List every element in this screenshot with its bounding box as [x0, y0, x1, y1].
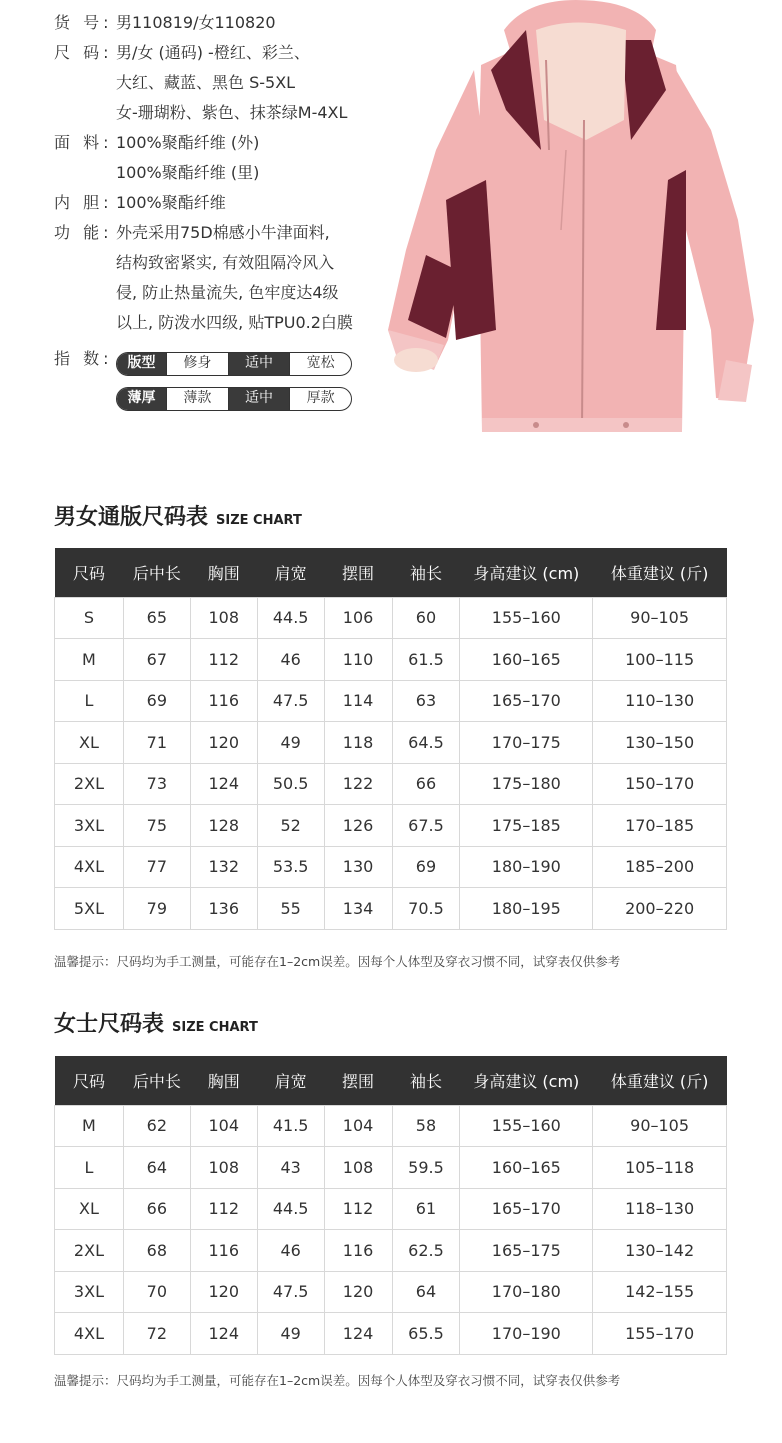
table-cell: 4XL [55, 1313, 124, 1355]
table-cell: 112 [190, 639, 257, 681]
table-cell: 61.5 [392, 639, 460, 681]
table-cell: 79 [123, 888, 190, 930]
function-row [54, 218, 394, 338]
table-cell: 77 [123, 846, 190, 888]
table-cell: 62.5 [392, 1230, 460, 1272]
table-cell: 112 [190, 1188, 257, 1230]
item-number-label: 货 号: [54, 13, 113, 32]
item-number-value: 男110819/女110820 [116, 13, 276, 32]
women-chart-title [54, 1007, 258, 1038]
table-header-row [55, 1056, 727, 1105]
table-cell: 130–150 [593, 722, 727, 764]
table-cell: 170–190 [460, 1313, 593, 1355]
fit-index-name: 版型 [117, 353, 167, 375]
table-cell: 170–185 [593, 805, 727, 847]
index-label: 指 数: [54, 349, 113, 368]
table-row [55, 805, 727, 847]
table-cell: 59.5 [392, 1147, 460, 1189]
table-cell: 47.5 [257, 1271, 324, 1313]
fabric-label: 面 料: [54, 133, 113, 152]
table-cell: 55 [257, 888, 324, 930]
table-cell: 110 [324, 639, 392, 681]
table-cell: 160–165 [460, 639, 593, 681]
table-cell: 130–142 [593, 1230, 727, 1272]
table-cell: 3XL [55, 1271, 124, 1313]
table-cell: 53.5 [257, 846, 324, 888]
women-chart-note: 温馨提示：尺码均为手工测量，可能存在1–2cm误差。因每个人体型及穿衣习惯不同，试穿表仅供参考 [54, 1373, 621, 1388]
table-cell: 160–165 [460, 1147, 593, 1189]
table-cell: 110–130 [593, 680, 727, 722]
table-cell: 106 [324, 597, 392, 639]
sizes-row [54, 38, 394, 128]
table-cell: 155–160 [460, 597, 593, 639]
header-weight: 体重建议 (斤) [593, 548, 727, 597]
table-cell: 73 [123, 763, 190, 805]
header-height: 身高建议 (cm) [460, 1056, 593, 1105]
header-height: 身高建议 (cm) [460, 548, 593, 597]
table-cell: 41.5 [257, 1105, 324, 1147]
table-cell: 175–180 [460, 763, 593, 805]
fit-option-slim: 修身 [167, 353, 229, 375]
table-row [55, 639, 727, 681]
table-cell: 43 [257, 1147, 324, 1189]
table-cell: S [55, 597, 124, 639]
table-cell: 116 [190, 1230, 257, 1272]
table-cell: 165–170 [460, 1188, 593, 1230]
index-row [54, 344, 394, 422]
table-cell: 120 [190, 722, 257, 764]
header-back-length: 后中长 [123, 548, 190, 597]
table-header-row [55, 548, 727, 597]
table-cell: 126 [324, 805, 392, 847]
table-cell: 122 [324, 763, 392, 805]
table-cell: 116 [190, 680, 257, 722]
table-cell: 58 [392, 1105, 460, 1147]
function-line: 侵, 防止热量流失, 色牢度达4级 [116, 283, 339, 302]
table-cell: XL [55, 722, 124, 764]
table-cell: 155–160 [460, 1105, 593, 1147]
table-row [55, 597, 727, 639]
fit-option-regular: 适中 [229, 353, 291, 375]
table-cell: 108 [190, 1147, 257, 1189]
sizes-line: 女-珊瑚粉、紫色、抹茶绿M-4XL [116, 103, 348, 122]
table-cell: 47.5 [257, 680, 324, 722]
table-row [55, 846, 727, 888]
table-row [55, 1271, 727, 1313]
unisex-chart-note: 温馨提示：尺码均为手工测量，可能存在1–2cm误差。因每个人体型及穿衣习惯不同，试穿表仅供参考 [54, 954, 621, 969]
unisex-chart-title-cn: 男女通版尺码表 [54, 505, 209, 530]
header-sleeve: 袖长 [392, 1056, 460, 1105]
table-cell: 90–105 [593, 1105, 727, 1147]
table-cell: XL [55, 1188, 124, 1230]
thickness-option-thick: 厚款 [306, 390, 335, 406]
table-cell: 150–170 [593, 763, 727, 805]
table-row [55, 888, 727, 930]
table-cell: M [55, 639, 124, 681]
women-size-table [54, 1056, 727, 1355]
fabric-row [54, 128, 394, 188]
table-cell: 128 [190, 805, 257, 847]
table-cell: 4XL [55, 846, 124, 888]
table-cell: 62 [123, 1105, 190, 1147]
table-cell: 112 [324, 1188, 392, 1230]
table-cell: 100–115 [593, 639, 727, 681]
fabric-line: 100%聚酯纤维 (里) [116, 163, 260, 182]
sizes-label: 尺 码: [54, 43, 113, 62]
table-cell: 70.5 [392, 888, 460, 930]
liner-label: 内 胆: [54, 193, 113, 212]
table-cell: 64 [392, 1271, 460, 1313]
product-info [54, 8, 394, 422]
function-line: 结构致密紧实, 有效阻隔冷风入 [116, 253, 335, 272]
header-size: 尺码 [55, 548, 124, 597]
table-cell: 124 [324, 1313, 392, 1355]
function-label: 功 能: [54, 223, 113, 242]
women-chart-title-en: SIZE CHART [172, 1020, 258, 1035]
table-cell: 2XL [55, 1230, 124, 1272]
header-back-length: 后中长 [123, 1056, 190, 1105]
header-hem: 摆围 [324, 1056, 392, 1105]
table-row [55, 763, 727, 805]
table-row [55, 1147, 727, 1189]
table-cell: 118–130 [593, 1188, 727, 1230]
table-cell: 114 [324, 680, 392, 722]
header-shoulder: 肩宽 [257, 1056, 324, 1105]
table-cell: 185–200 [593, 846, 727, 888]
jacket-image [386, 0, 756, 445]
table-cell: 170–175 [460, 722, 593, 764]
table-cell: 61 [392, 1188, 460, 1230]
table-cell: 44.5 [257, 597, 324, 639]
table-cell: 68 [123, 1230, 190, 1272]
table-cell: M [55, 1105, 124, 1147]
table-cell: 66 [123, 1188, 190, 1230]
table-cell: 46 [257, 639, 324, 681]
header-shoulder: 肩宽 [257, 548, 324, 597]
function-line: 外壳采用75D棉感小牛津面料, [116, 223, 330, 242]
item-number-row [54, 8, 394, 38]
table-cell: L [55, 1147, 124, 1189]
table-cell: 67.5 [392, 805, 460, 847]
table-cell: 75 [123, 805, 190, 847]
table-cell: 170–180 [460, 1271, 593, 1313]
table-cell: 64 [123, 1147, 190, 1189]
header-hem: 摆围 [324, 548, 392, 597]
table-cell: 46 [257, 1230, 324, 1272]
header-weight: 体重建议 (斤) [593, 1056, 727, 1105]
table-cell: 3XL [55, 805, 124, 847]
header-chest: 胸围 [190, 1056, 257, 1105]
table-row [55, 1230, 727, 1272]
table-cell: 66 [392, 763, 460, 805]
table-cell: 108 [190, 597, 257, 639]
table-cell: 200–220 [593, 888, 727, 930]
table-cell: 136 [190, 888, 257, 930]
table-cell: 63 [392, 680, 460, 722]
table-cell: 72 [123, 1313, 190, 1355]
table-cell: 64.5 [392, 722, 460, 764]
table-cell: 132 [190, 846, 257, 888]
women-chart-title-cn: 女士尺码表 [54, 1012, 165, 1037]
table-cell: 90–105 [593, 597, 727, 639]
thickness-index-pill [116, 387, 352, 411]
table-cell: 104 [190, 1105, 257, 1147]
fit-index-pill [116, 352, 352, 376]
table-cell: 120 [324, 1271, 392, 1313]
table-row [55, 722, 727, 764]
table-cell: L [55, 680, 124, 722]
table-cell: 105–118 [593, 1147, 727, 1189]
table-row [55, 1105, 727, 1147]
table-cell: 67 [123, 639, 190, 681]
function-line: 以上, 防泼水四级, 贴TPU0.2白膜 [116, 313, 353, 332]
table-cell: 71 [123, 722, 190, 764]
liner-line: 100%聚酯纤维 [116, 193, 226, 212]
table-cell: 108 [324, 1147, 392, 1189]
liner-row [54, 188, 394, 218]
header-sleeve: 袖长 [392, 548, 460, 597]
header-chest: 胸围 [190, 548, 257, 597]
table-cell: 165–170 [460, 680, 593, 722]
table-cell: 134 [324, 888, 392, 930]
table-cell: 2XL [55, 763, 124, 805]
table-cell: 52 [257, 805, 324, 847]
table-cell: 5XL [55, 888, 124, 930]
sizes-line: 大红、藏蓝、黑色 S-5XL [116, 73, 296, 92]
fit-option-loose: 宽松 [306, 355, 335, 371]
table-cell: 50.5 [257, 763, 324, 805]
table-row [55, 680, 727, 722]
table-cell: 49 [257, 1313, 324, 1355]
unisex-chart-title-en: SIZE CHART [216, 513, 302, 528]
table-cell: 118 [324, 722, 392, 764]
table-cell: 70 [123, 1271, 190, 1313]
table-cell: 120 [190, 1271, 257, 1313]
table-cell: 49 [257, 722, 324, 764]
table-cell: 175–185 [460, 805, 593, 847]
table-row [55, 1188, 727, 1230]
thickness-option-medium: 适中 [229, 388, 291, 410]
table-cell: 65.5 [392, 1313, 460, 1355]
unisex-size-table [54, 548, 727, 930]
table-cell: 124 [190, 763, 257, 805]
table-cell: 165–175 [460, 1230, 593, 1272]
thickness-option-thin: 薄款 [167, 388, 229, 410]
table-cell: 104 [324, 1105, 392, 1147]
thickness-index-name: 薄厚 [117, 388, 167, 410]
sizes-line: 男/女 (通码) -橙红、彩兰、 [116, 43, 310, 62]
table-cell: 180–195 [460, 888, 593, 930]
table-cell: 116 [324, 1230, 392, 1272]
table-cell: 60 [392, 597, 460, 639]
table-cell: 124 [190, 1313, 257, 1355]
table-cell: 69 [392, 846, 460, 888]
header-size: 尺码 [55, 1056, 124, 1105]
unisex-chart-title [54, 500, 302, 531]
table-cell: 180–190 [460, 846, 593, 888]
table-cell: 65 [123, 597, 190, 639]
fabric-line: 100%聚酯纤维 (外) [116, 133, 260, 152]
table-cell: 44.5 [257, 1188, 324, 1230]
table-cell: 155–170 [593, 1313, 727, 1355]
table-cell: 130 [324, 846, 392, 888]
table-cell: 69 [123, 680, 190, 722]
table-cell: 142–155 [593, 1271, 727, 1313]
table-row [55, 1313, 727, 1355]
